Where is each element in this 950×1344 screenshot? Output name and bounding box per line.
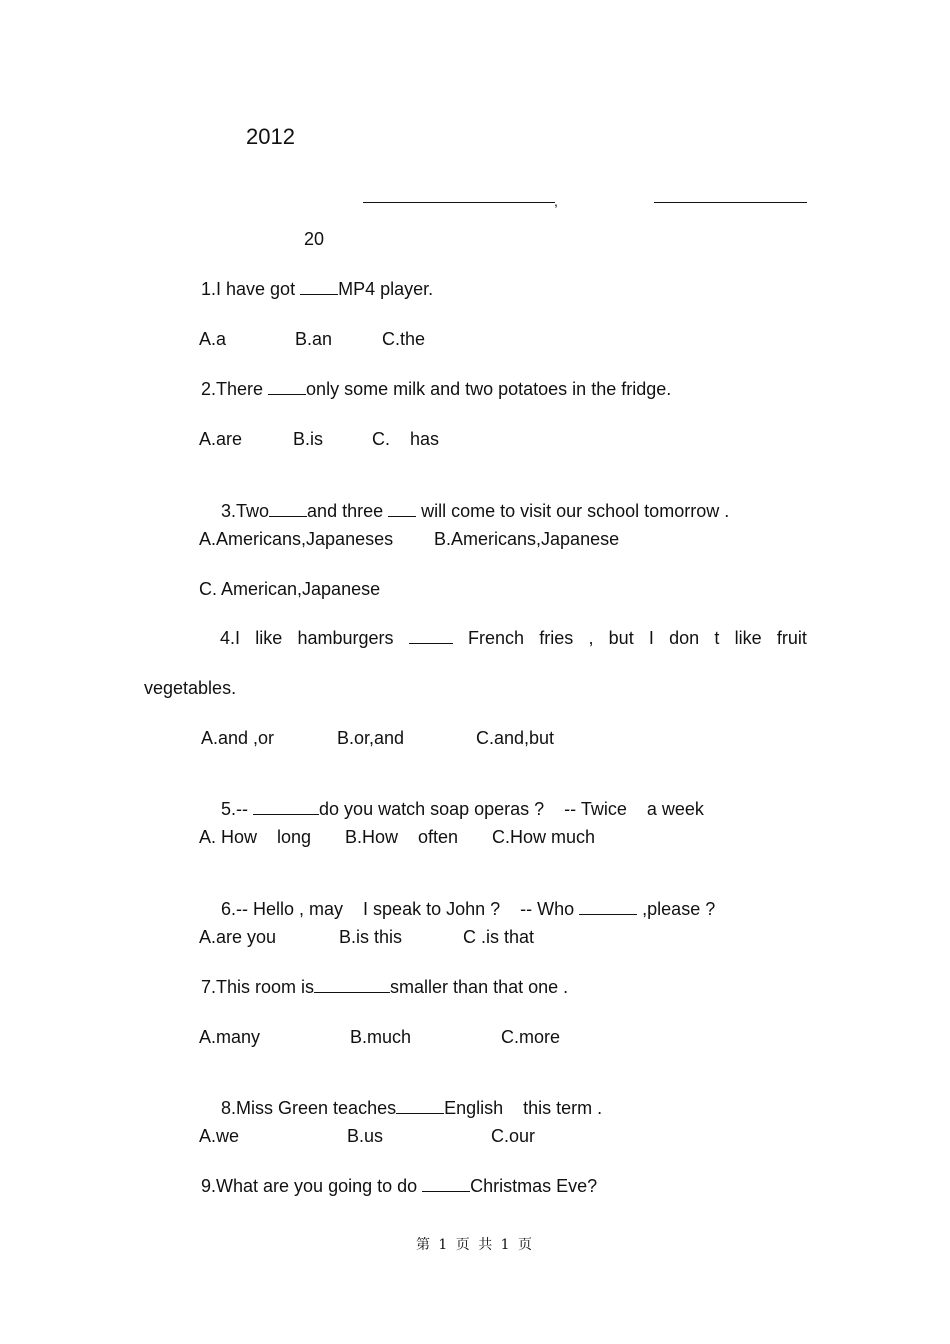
answer-blank bbox=[314, 976, 390, 993]
option-b: B.Americans,Japanese bbox=[434, 529, 620, 549]
question-text: Christmas Eve? bbox=[470, 1176, 598, 1196]
question-text: 9.What are you going to do bbox=[201, 1176, 423, 1196]
option-a: A.and ,or bbox=[201, 728, 275, 748]
question-word: fruit bbox=[776, 628, 807, 648]
question-text: English this term . bbox=[444, 1098, 603, 1118]
question-4 bbox=[220, 627, 807, 649]
option-a: A. How long bbox=[199, 827, 312, 847]
class-blank-line bbox=[654, 202, 807, 203]
option-a: A.are bbox=[199, 429, 243, 449]
question-text: 1.I have got bbox=[201, 279, 301, 299]
question-text: 7.This room is bbox=[201, 977, 315, 997]
answer-blank bbox=[300, 278, 338, 295]
question-8 bbox=[201, 1075, 602, 1141]
answer-blank bbox=[422, 1175, 470, 1192]
option-b: B.an bbox=[295, 329, 333, 349]
option-c: C.our bbox=[491, 1126, 536, 1146]
question-4-continuation: vegetables. bbox=[144, 678, 237, 698]
question-word: like bbox=[734, 628, 762, 648]
page-footer: 第 1 页 共 1 页 bbox=[415, 1237, 535, 1253]
question-text: do you watch soap operas ? -- Twice a week bbox=[319, 799, 704, 819]
question-text: MP4 player. bbox=[338, 279, 434, 299]
option-a: A.many bbox=[199, 1027, 261, 1047]
question-text: 6.-- Hello , may I speak to John ? -- Who bbox=[221, 899, 580, 919]
option-a: A.we bbox=[199, 1126, 240, 1146]
option-c: C. American,Japanese bbox=[199, 579, 381, 599]
option-c: C.How much bbox=[492, 827, 596, 847]
question-text: smaller than that one . bbox=[390, 977, 569, 997]
header-comma: , bbox=[554, 193, 558, 209]
answer-blank bbox=[253, 798, 319, 815]
question-word: fries bbox=[539, 628, 574, 648]
question-text: only some milk and two potatoes in the fridge. bbox=[306, 379, 672, 399]
question-1 bbox=[201, 278, 433, 300]
question-7 bbox=[201, 976, 568, 998]
question-text: ,please ? bbox=[637, 899, 716, 919]
answer-blank bbox=[579, 898, 637, 915]
question-text: 5.-- bbox=[221, 799, 254, 819]
answer-blank bbox=[388, 500, 416, 517]
question-word: hamburgers bbox=[297, 628, 394, 648]
option-b: B.is bbox=[293, 429, 324, 449]
option-a: A.Americans,Japaneses bbox=[199, 529, 394, 549]
question-word: don bbox=[669, 628, 700, 648]
option-b: B.much bbox=[350, 1027, 412, 1047]
section-score: 20 bbox=[304, 229, 325, 249]
question-word: but bbox=[608, 628, 634, 648]
option-c: C. has bbox=[372, 429, 440, 449]
question-text: 8.Miss Green teaches bbox=[221, 1098, 397, 1118]
question-text: and three bbox=[307, 501, 389, 521]
option-c: C.the bbox=[382, 329, 426, 349]
answer-blank bbox=[409, 627, 453, 644]
option-c: C.more bbox=[501, 1027, 561, 1047]
option-b: B.How often bbox=[345, 827, 459, 847]
option-c: C .is that bbox=[463, 927, 535, 947]
option-b: B.us bbox=[347, 1126, 384, 1146]
question-6 bbox=[201, 876, 715, 942]
question-2 bbox=[201, 378, 671, 400]
question-word: French bbox=[467, 628, 524, 648]
question-word: , bbox=[588, 628, 594, 648]
question-word: I bbox=[648, 628, 654, 648]
option-c: C.and,but bbox=[476, 728, 555, 748]
question-word: t bbox=[714, 628, 720, 648]
question-text: 3.Two bbox=[221, 501, 270, 521]
option-a: A.a bbox=[199, 329, 227, 349]
answer-blank bbox=[269, 500, 307, 517]
question-text: 2.There bbox=[201, 379, 269, 399]
question-text: will come to visit our school tomorrow . bbox=[416, 501, 730, 521]
title-year: 2012 bbox=[246, 124, 295, 149]
option-a: A.are you bbox=[199, 927, 277, 947]
question-word: 4.I bbox=[220, 628, 241, 648]
answer-blank bbox=[396, 1097, 444, 1114]
question-9 bbox=[201, 1175, 597, 1197]
name-blank-line bbox=[363, 202, 555, 203]
answer-blank bbox=[268, 378, 306, 395]
option-b: B.is this bbox=[339, 927, 403, 947]
option-b: B.or,and bbox=[337, 728, 405, 748]
question-word: like bbox=[255, 628, 283, 648]
